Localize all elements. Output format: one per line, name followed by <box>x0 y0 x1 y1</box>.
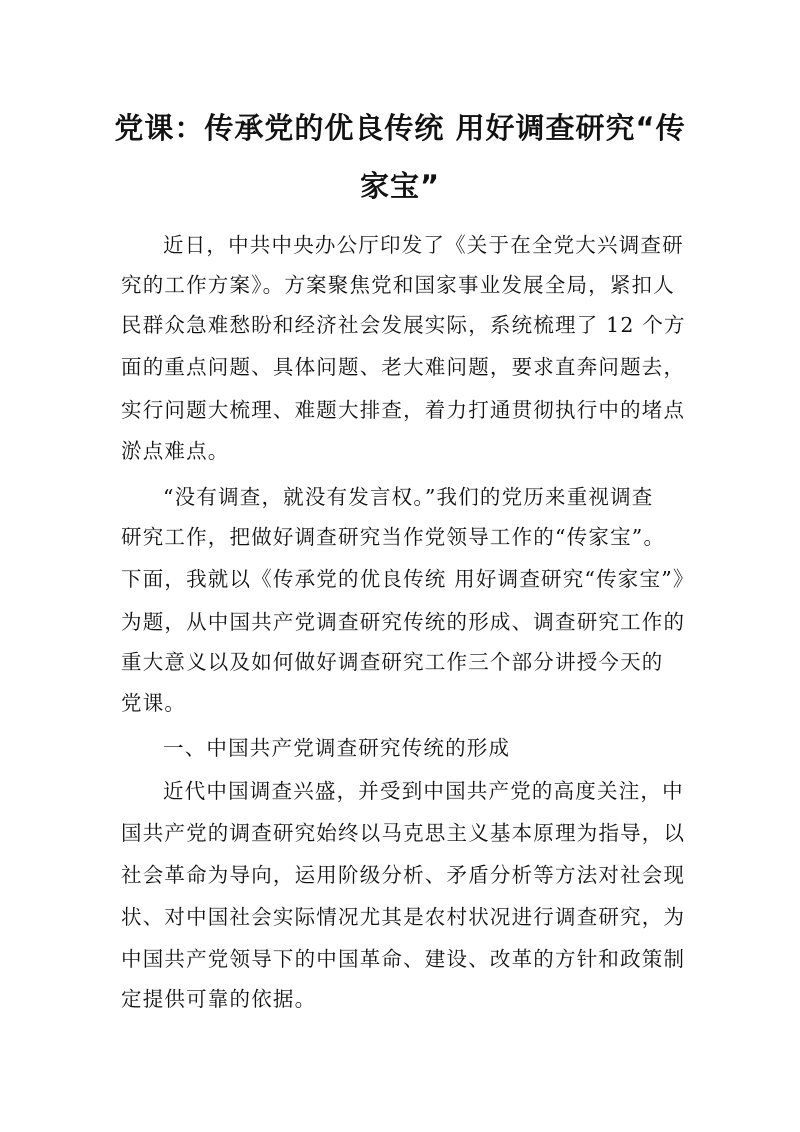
paragraph-2-line-3: 下面，我就以《传承党的优良传统 用好调查研究“传家宝”》 <box>121 567 695 591</box>
paragraph-2-line-4: 为题，从中国共产党调查研究传统的形成、调查研究工作的 <box>121 610 686 634</box>
paragraph-3-line-3: 社会革命为导向，运用阶级分析、矛盾分析等方法对社会现 <box>121 863 686 887</box>
paragraph-2-line-1: “没有调查，就没有发言权。”我们的党历来重视调查 <box>163 485 654 509</box>
paragraph-3-line-4: 状、对中国社会实际情况尤其是农村状况进行调查研究，为 <box>121 905 686 929</box>
paragraph-1-line-3: 民群众急难愁盼和经济社会发展实际，系统梳理了 12 个方 <box>121 313 686 337</box>
section-heading-1: 一、中国共产党调查研究传统的形成 <box>163 736 511 760</box>
paragraph-2-line-6: 党课。 <box>121 691 187 715</box>
paragraph-2-line-5: 重大意义以及如何做好调查研究工作三个部分讲授今天的 <box>121 650 664 674</box>
paragraph-1-line-6: 淤点难点。 <box>121 439 230 463</box>
paragraph-2-line-2: 研究工作，把做好调查研究当作党领导工作的“传家宝”。 <box>121 525 666 549</box>
paragraph-1-line-1: 近日，中共中央办公厅印发了《关于在全党大兴调查研 <box>163 233 684 257</box>
paragraph-1-line-5: 实行问题大梳理、难题大排查，着力打通贯彻执行中的堵点 <box>121 398 686 422</box>
paragraph-1-line-2: 究的工作方案》。方案聚焦党和国家事业发展全局，紧扣人 <box>121 273 675 297</box>
paragraph-3-line-5: 中国共产党领导下的中国革命、建设、改革的方针和政策制 <box>121 947 686 971</box>
paragraph-3-line-6: 定提供可靠的依据。 <box>121 987 317 1011</box>
document-title-line-2: 家宝” <box>359 169 441 203</box>
document-title-line-1: 党课：传承党的优良传统 用好调查研究“传 <box>114 111 686 145</box>
paragraph-3-line-1: 近代中国调查兴盛，并受到中国共产党的高度关注，中 <box>163 779 684 803</box>
paragraph-3-line-2: 国共产党的调查研究始终以马克思主义基本原理为指导，以 <box>121 821 686 845</box>
paragraph-1-line-4: 面的重点问题、具体问题、老大难问题，要求直奔问题去， <box>121 355 686 379</box>
